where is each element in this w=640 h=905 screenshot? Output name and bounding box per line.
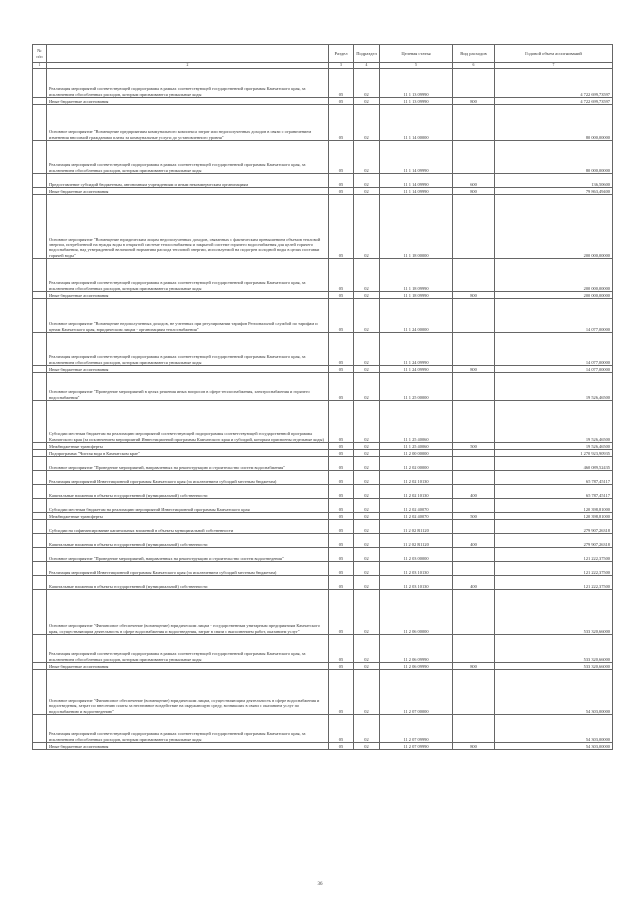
target-article-cell: 11 1 25 40060 [380, 401, 453, 443]
description-cell: Субсидии местным бюджетам на реализацию мероприятий Инвестиционной программы Камчатского края [47, 499, 329, 513]
podrazdel-cell: 02 [354, 670, 380, 715]
amount-cell: 19 526,46500 [495, 443, 613, 450]
amount-cell: 533 320,66000 [495, 590, 613, 635]
razdel-cell: 05 [329, 174, 354, 188]
row-number-cell [33, 333, 47, 366]
target-article-cell: 11 1 13 09990 [380, 69, 453, 98]
target-article-cell: 11 2 02 R1120 [380, 534, 453, 548]
row-number-cell [33, 715, 47, 743]
amount-cell: 80 000,00000 [495, 105, 613, 141]
target-article-cell: 11 2 06 09990 [380, 635, 453, 663]
target-article-cell: 11 1 24 09990 [380, 366, 453, 373]
header-cell-target-article: Целевая статья [380, 45, 453, 63]
table-row [33, 548, 613, 562]
row-number-cell [33, 562, 47, 576]
description-cell: Основное мероприятие "Проведение мероприятий в целях решения иных вопросов в сфере теплоснабжения, электроснабжения и горячего водоснабжения" [47, 373, 329, 401]
description-cell: Реализация мероприятий Инвестиционной программы Камчатского края (за исключением субсидий местным бюджетам) [47, 562, 329, 576]
target-article-cell: 11 2 06 09990 [380, 663, 453, 670]
razdel-cell: 05 [329, 299, 354, 333]
razdel-cell: 05 [329, 743, 354, 750]
row-number-cell [33, 98, 47, 105]
description-cell: Капитальные вложения в объекты государственной (муниципальной) собственности [47, 576, 329, 590]
row-number-cell [33, 174, 47, 188]
description-cell: Иные бюджетные ассигнования [47, 743, 329, 750]
table-row [33, 457, 613, 471]
row-number-cell [33, 663, 47, 670]
table-row [33, 69, 613, 98]
header-cell-podrazdel: Подраздел [354, 45, 380, 63]
table-row [33, 590, 613, 635]
description-cell: Реализация мероприятий Инвестиционной программы Камчатского края (за исключением субсидий местным бюджетам) [47, 471, 329, 485]
description-cell: Межбюджетные трансферты [47, 443, 329, 450]
table-row [33, 576, 613, 590]
podrazdel-cell: 02 [354, 457, 380, 471]
row-number-cell [33, 299, 47, 333]
description-cell: Межбюджетные трансферты [47, 513, 329, 520]
expense-type-cell [453, 105, 495, 141]
expense-type-cell [453, 562, 495, 576]
podrazdel-cell: 02 [354, 443, 380, 450]
amount-cell: 54 303,00000 [495, 715, 613, 743]
amount-cell: 14 077,00000 [495, 366, 613, 373]
expense-type-cell: 800 [453, 188, 495, 195]
row-number-cell [33, 292, 47, 299]
row-number-cell [33, 635, 47, 663]
target-article-cell: 11 1 14 09990 [380, 141, 453, 174]
podrazdel-cell: 02 [354, 562, 380, 576]
row-number-cell [33, 105, 47, 141]
table-row [33, 174, 613, 188]
expense-type-cell [453, 471, 495, 485]
amount-cell: 54 303,00000 [495, 670, 613, 715]
target-article-cell: 11 2 02 40070 [380, 499, 453, 513]
razdel-cell: 05 [329, 457, 354, 471]
table-row [33, 299, 613, 333]
razdel-cell: 05 [329, 548, 354, 562]
amount-cell: 279 907,26318 [495, 534, 613, 548]
expense-type-cell [453, 195, 495, 259]
expense-type-cell: 800 [453, 663, 495, 670]
target-article-cell: 11 1 25 40060 [380, 443, 453, 450]
header-row [33, 45, 613, 63]
target-article-cell: 11 1 24 09990 [380, 333, 453, 366]
table-row [33, 141, 613, 174]
amount-cell: 136,50600 [495, 174, 613, 188]
expense-type-cell [453, 499, 495, 513]
target-article-cell: 11 1 14 09990 [380, 174, 453, 188]
amount-cell: 4 722 699,73597 [495, 69, 613, 98]
expense-type-cell: 800 [453, 743, 495, 750]
razdel-cell: 05 [329, 443, 354, 450]
amount-cell: 4 722 699,73597 [495, 98, 613, 105]
razdel-cell: 05 [329, 590, 354, 635]
column-number: 5 [380, 63, 453, 69]
podrazdel-cell: 02 [354, 299, 380, 333]
podrazdel-cell: 02 [354, 141, 380, 174]
podrazdel-cell: 02 [354, 174, 380, 188]
description-cell: Иные бюджетные ассигнования [47, 188, 329, 195]
row-number-cell [33, 513, 47, 520]
razdel-cell: 05 [329, 141, 354, 174]
description-cell: Предоставление субсидий бюджетным, автономным учреждениям и иным некоммерческим организациям [47, 174, 329, 188]
row-number-cell [33, 195, 47, 259]
row-number-cell [33, 534, 47, 548]
description-cell: Реализация мероприятий соответствующей подпрограммы в рамках соответствующей государственной программы Камчатского края, за исключением обособленных расходов, которым присваиваются уникальные коды [47, 141, 329, 174]
razdel-cell: 05 [329, 188, 354, 195]
budget-table [32, 44, 613, 750]
column-number: 6 [453, 63, 495, 69]
amount-cell: 1 270 923,90935 [495, 450, 613, 457]
target-article-cell: 11 2 02 10130 [380, 485, 453, 499]
row-number-cell [33, 443, 47, 450]
podrazdel-cell: 02 [354, 195, 380, 259]
description-cell: Основное мероприятие "Возмещение недополученных доходов, не учтенных при регулировании тарифов Региональной службой по тарифам и ценам Камчатского края, юридическим лицам - организациям теплоснабжения" [47, 299, 329, 333]
row-number-cell [33, 499, 47, 513]
table-row [33, 471, 613, 485]
table-row [33, 259, 613, 292]
expense-type-cell [453, 450, 495, 457]
table-row [33, 715, 613, 743]
expense-type-cell: 400 [453, 576, 495, 590]
description-cell: Иные бюджетные ассигнования [47, 98, 329, 105]
amount-cell: 19 526,46500 [495, 401, 613, 443]
description-cell: Субсидии на софинансирование капитальных вложений в объекты муниципальной собственности [47, 520, 329, 534]
description-cell: Капитальные вложения в объекты государственной (муниципальной) собственности [47, 534, 329, 548]
podrazdel-cell: 02 [354, 499, 380, 513]
podrazdel-cell: 02 [354, 188, 380, 195]
amount-cell: 121 222,37500 [495, 562, 613, 576]
target-article-cell: 11 1 14 09990 [380, 188, 453, 195]
table-row [33, 373, 613, 401]
expense-type-cell [453, 635, 495, 663]
razdel-cell: 05 [329, 450, 354, 457]
podrazdel-cell: 02 [354, 534, 380, 548]
description-cell: Реализация мероприятий соответствующей подпрограммы в рамках соответствующей государственной программы Камчатского края, за исключением обособленных расходов, которым присваиваются уникальные коды [47, 259, 329, 292]
column-number: 7 [495, 63, 613, 69]
expense-type-cell: 500 [453, 443, 495, 450]
description-cell: Основное мероприятие "Возмещение юридическим лицам недополученных доходов, связанных с фактическим превышением объемов тепловой энергии, потребленной на нужды воды в открытой системе теплоснабжения и закрытой системе горячего водоснабжения для целей горячего водоснабжения, над утвержденной величиной норматива расхода тепловой энергии, используемой на подогрев холодной воды в целях поставки горячей воды" [47, 195, 329, 259]
podrazdel-cell: 02 [354, 520, 380, 534]
header-cell-description [47, 45, 329, 63]
target-article-cell: 11 2 00 00000 [380, 450, 453, 457]
amount-cell: 14 077,00000 [495, 333, 613, 366]
row-number-cell [33, 670, 47, 715]
row-number-cell [33, 188, 47, 195]
table-row [33, 105, 613, 141]
row-number-cell [33, 259, 47, 292]
podrazdel-cell: 02 [354, 663, 380, 670]
amount-cell: 54 303,00000 [495, 743, 613, 750]
razdel-cell: 05 [329, 499, 354, 513]
podrazdel-cell: 02 [354, 635, 380, 663]
expense-type-cell: 500 [453, 513, 495, 520]
expense-type-cell [453, 590, 495, 635]
expense-type-cell [453, 259, 495, 292]
podrazdel-cell: 02 [354, 105, 380, 141]
expense-type-cell: 800 [453, 366, 495, 373]
table-row [33, 333, 613, 366]
table-row [33, 485, 613, 499]
target-article-cell: 11 2 02 40070 [380, 513, 453, 520]
amount-cell: 533 320,66000 [495, 663, 613, 670]
header-cell-number: № п/п [33, 45, 47, 63]
razdel-cell: 05 [329, 366, 354, 373]
podrazdel-cell: 02 [354, 471, 380, 485]
header-cell-annual-amount: Годовой объем ассигнований [495, 45, 613, 63]
podrazdel-cell: 02 [354, 373, 380, 401]
description-cell: Иные бюджетные ассигнования [47, 663, 329, 670]
table-row [33, 562, 613, 576]
row-number-cell [33, 373, 47, 401]
target-article-cell: 11 2 06 00000 [380, 590, 453, 635]
row-number-cell [33, 450, 47, 457]
expense-type-cell [453, 141, 495, 174]
expense-type-cell [453, 373, 495, 401]
row-number-cell [33, 485, 47, 499]
amount-cell: 279 907,26318 [495, 520, 613, 534]
expense-type-cell [453, 457, 495, 471]
row-number-cell [33, 471, 47, 485]
row-number-cell [33, 141, 47, 174]
razdel-cell: 05 [329, 562, 354, 576]
expense-type-cell [453, 670, 495, 715]
column-number: 3 [329, 63, 354, 69]
description-cell: Основное мероприятие "Проведение мероприятий, направленных на реконструкцию и строительство систем водоснабжения" [47, 457, 329, 471]
description-cell: Основное мероприятие "Финансовое обеспечение (возмещение) юридическим лицам, осуществляющим деятельность в сфере водоснабжения и водоотведения, затрат по внесению платы за негативное воздействие на окружающую среду, возникших в связи с оказанием услуг по водоснабжению и водоотведению" [47, 670, 329, 715]
expense-type-cell: 800 [453, 98, 495, 105]
amount-cell: 80 000,00000 [495, 141, 613, 174]
table-row [33, 635, 613, 663]
table-row [33, 366, 613, 373]
column-number: 2 [47, 63, 329, 69]
expense-type-cell: 600 [453, 174, 495, 188]
amount-cell: 121 222,37500 [495, 548, 613, 562]
page-number: 36 [317, 882, 323, 887]
description-cell: Реализация мероприятий соответствующей подпрограммы в рамках соответствующей государственной программы Камчатского края, за исключением обособленных расходов, которым присваиваются уникальные коды [47, 715, 329, 743]
description-cell: Реализация мероприятий соответствующей подпрограммы в рамках соответствующей государственной программы Камчатского края, за исключением обособленных расходов, которым присваиваются уникальные коды [47, 69, 329, 98]
razdel-cell: 05 [329, 485, 354, 499]
target-article-cell: 11 1 14 00000 [380, 105, 453, 141]
table-body [33, 69, 613, 750]
table-row [33, 670, 613, 715]
target-article-cell: 11 1 18 09990 [380, 292, 453, 299]
amount-cell: 200 000,00000 [495, 292, 613, 299]
podrazdel-cell: 02 [354, 69, 380, 98]
podrazdel-cell: 02 [354, 485, 380, 499]
description-cell: Субсидии местным бюджетам на реализацию мероприятий соответствующей подпрограммы соответствующей государственной программы Камчатского края (за исключением мероприятий Инвестиционной программы Камчатского края и субсидий, которым присвоены отдельные коды) [47, 401, 329, 443]
razdel-cell: 05 [329, 513, 354, 520]
razdel-cell: 05 [329, 401, 354, 443]
row-number-cell [33, 743, 47, 750]
razdel-cell: 05 [329, 69, 354, 98]
razdel-cell: 05 [329, 105, 354, 141]
description-cell: Иные бюджетные ассигнования [47, 366, 329, 373]
razdel-cell: 05 [329, 471, 354, 485]
target-article-cell: 11 2 03 00000 [380, 548, 453, 562]
razdel-cell: 05 [329, 195, 354, 259]
podrazdel-cell: 02 [354, 98, 380, 105]
razdel-cell: 05 [329, 670, 354, 715]
expense-type-cell: 400 [453, 485, 495, 499]
expense-type-cell: 800 [453, 292, 495, 299]
table-row [33, 663, 613, 670]
table-row [33, 450, 613, 457]
table-row [33, 195, 613, 259]
description-cell: Капитальные вложения в объекты государственной (муниципальной) собственности [47, 485, 329, 499]
target-article-cell: 11 2 03 10130 [380, 576, 453, 590]
row-number-cell [33, 401, 47, 443]
description-cell: Реализация мероприятий соответствующей подпрограммы в рамках соответствующей государственной программы Камчатского края, за исключением обособленных расходов, которым присваиваются уникальные коды [47, 333, 329, 366]
podrazdel-cell: 02 [354, 259, 380, 292]
amount-cell: 65 787,45117 [495, 485, 613, 499]
row-number-cell [33, 520, 47, 534]
podrazdel-cell: 02 [354, 548, 380, 562]
target-article-cell: 11 1 13 09990 [380, 98, 453, 105]
amount-cell: 65 787,45117 [495, 471, 613, 485]
description-cell: Основное мероприятие "Проведение мероприятий, направленных на реконструкцию и строительство систем водоотведения" [47, 548, 329, 562]
description-cell: Подпрограмма "Чистая вода в Камчатском крае" [47, 450, 329, 457]
header-cell-razdel: Раздел [329, 45, 354, 63]
amount-cell: 200 000,00000 [495, 195, 613, 259]
row-number-cell [33, 457, 47, 471]
target-article-cell: 11 2 07 09990 [380, 715, 453, 743]
target-article-cell: 11 2 07 00000 [380, 670, 453, 715]
row-number-cell [33, 590, 47, 635]
razdel-cell: 05 [329, 333, 354, 366]
podrazdel-cell: 02 [354, 401, 380, 443]
amount-cell: 120 398,81000 [495, 499, 613, 513]
podrazdel-cell: 02 [354, 366, 380, 373]
razdel-cell: 05 [329, 373, 354, 401]
target-article-cell: 11 2 07 09990 [380, 743, 453, 750]
razdel-cell: 05 [329, 715, 354, 743]
table-row [33, 443, 613, 450]
row-number-cell [33, 576, 47, 590]
razdel-cell: 05 [329, 663, 354, 670]
amount-cell: 19 526,46500 [495, 373, 613, 401]
expense-type-cell [453, 715, 495, 743]
target-article-cell: 11 2 02 R1120 [380, 520, 453, 534]
expense-type-cell [453, 548, 495, 562]
target-article-cell: 11 1 25 00000 [380, 373, 453, 401]
razdel-cell: 05 [329, 635, 354, 663]
razdel-cell: 05 [329, 259, 354, 292]
target-article-cell: 11 1 18 00000 [380, 195, 453, 259]
podrazdel-cell: 02 [354, 576, 380, 590]
table-row [33, 743, 613, 750]
table-row [33, 520, 613, 534]
expense-type-cell [453, 520, 495, 534]
expense-type-cell: 400 [453, 534, 495, 548]
razdel-cell: 05 [329, 576, 354, 590]
podrazdel-cell: 02 [354, 743, 380, 750]
podrazdel-cell: 02 [354, 590, 380, 635]
table-row [33, 401, 613, 443]
amount-cell: 200 000,00000 [495, 259, 613, 292]
razdel-cell: 05 [329, 534, 354, 548]
column-number: 4 [354, 63, 380, 69]
podrazdel-cell: 02 [354, 715, 380, 743]
description-cell: Основное мероприятие "Финансовое обеспечение (возмещение) юридическим лицам - государственным унитарным предприятиям Камчатского края, осуществляющим деятельность в сфере водоснабжения и водоотведения, затрат в связи с выполнением работ, оказанием услуг" [47, 590, 329, 635]
podrazdel-cell: 02 [354, 513, 380, 520]
description-cell: Реализация мероприятий соответствующей подпрограммы в рамках соответствующей государственной программы Камчатского края, за исключением обособленных расходов, которым присваиваются уникальные коды [47, 635, 329, 663]
table-row [33, 534, 613, 548]
razdel-cell: 05 [329, 98, 354, 105]
table-row [33, 292, 613, 299]
table-row [33, 513, 613, 520]
column-number: 1 [33, 63, 47, 69]
amount-cell: 14 077,00000 [495, 299, 613, 333]
table-row [33, 188, 613, 195]
target-article-cell: 11 1 18 09990 [380, 259, 453, 292]
table-row [33, 499, 613, 513]
amount-cell: 79 863,49400 [495, 188, 613, 195]
amount-cell: 121 222,37500 [495, 576, 613, 590]
target-article-cell: 11 2 02 10130 [380, 471, 453, 485]
expense-type-cell [453, 333, 495, 366]
row-number-cell [33, 548, 47, 562]
description-cell: Основное мероприятие "Возмещение предприятиям коммунального комплекса затрат или недополученных доходов в связи с ограничением изменения вносимой гражданами платы за коммунальные услуги до установленного уровня" [47, 105, 329, 141]
amount-cell: 120 398,81000 [495, 513, 613, 520]
podrazdel-cell: 02 [354, 292, 380, 299]
header-cell-expense-type: Вид расходов [453, 45, 495, 63]
target-article-cell: 11 2 03 10130 [380, 562, 453, 576]
amount-cell: 460 089,52435 [495, 457, 613, 471]
amount-cell: 533 320,66000 [495, 635, 613, 663]
podrazdel-cell: 02 [354, 333, 380, 366]
target-article-cell: 11 1 24 00000 [380, 299, 453, 333]
expense-type-cell [453, 401, 495, 443]
description-cell: Иные бюджетные ассигнования [47, 292, 329, 299]
podrazdel-cell: 02 [354, 450, 380, 457]
razdel-cell: 05 [329, 292, 354, 299]
row-number-cell [33, 366, 47, 373]
expense-type-cell [453, 69, 495, 98]
table-row [33, 98, 613, 105]
razdel-cell: 05 [329, 520, 354, 534]
target-article-cell: 11 2 02 00000 [380, 457, 453, 471]
expense-type-cell [453, 299, 495, 333]
row-number-cell [33, 69, 47, 98]
